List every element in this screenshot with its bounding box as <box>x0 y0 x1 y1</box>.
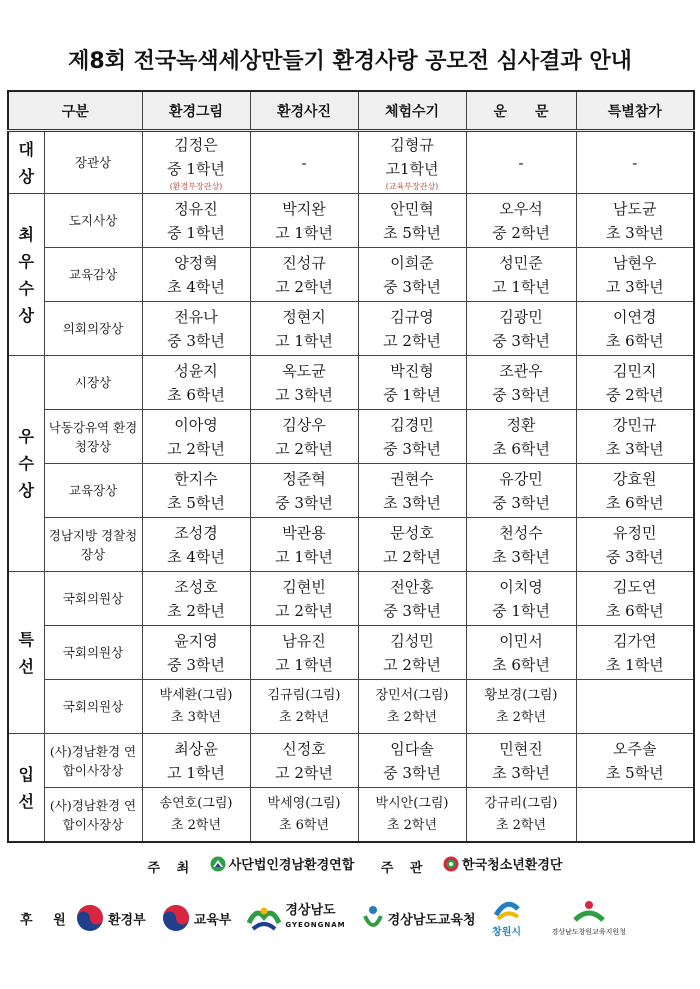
winner-name: 최상윤 <box>174 739 218 758</box>
winner-cell <box>250 626 358 680</box>
table-header-row <box>8 91 694 131</box>
empty-cell: - <box>576 131 694 194</box>
winner-grade: 초 2학년 <box>167 601 225 620</box>
winner-cell <box>466 194 576 248</box>
host-label: 주 최 <box>147 860 196 876</box>
winner-cell <box>466 410 576 464</box>
winner-name: 이민서 <box>499 631 543 650</box>
category-honorable <box>8 734 44 843</box>
winner-name: 강효원 <box>613 469 657 488</box>
winner-grade: 초 2학년 <box>386 817 438 833</box>
winner-name: 김성민 <box>390 631 434 650</box>
winner-cell <box>358 734 466 788</box>
winner-name: 남유진 <box>282 631 326 650</box>
winner-cell <box>576 194 694 248</box>
winner-note: (환경부장관상) <box>169 182 223 191</box>
winner-grade: 중 3학년 <box>492 493 550 512</box>
winner-grade: 초 2학년 <box>495 709 547 725</box>
winner-grade: 중 3학년 <box>383 277 441 296</box>
table-row <box>8 356 694 410</box>
winner-grade: 고 2학년 <box>383 547 441 566</box>
winner-name: 조성경 <box>174 523 218 542</box>
category-label: 우 수 상 <box>18 427 34 500</box>
award-label: 의회의장상 <box>44 302 142 356</box>
empty-cell: - <box>250 131 358 194</box>
winner-cell <box>250 518 358 572</box>
sponsor-name: 창원시 <box>492 926 522 938</box>
winner-name: 전안홍 <box>390 577 434 596</box>
award-label: (사)경남환경 연합이사장상 <box>44 734 142 788</box>
winner-grade: 고 1학년 <box>275 331 333 350</box>
table-row <box>8 734 694 788</box>
award-label: 장관상 <box>44 131 142 194</box>
winner-grade: 중 1학년 <box>383 385 441 404</box>
winner-grade: 초 2학년 <box>495 817 547 833</box>
winner-name: 정준혁 <box>282 469 326 488</box>
host-name: 사단법인경남환경연합 <box>228 858 355 873</box>
empty-cell: - <box>466 131 576 194</box>
winner-name: 오우석 <box>499 199 543 218</box>
category-merit <box>8 356 44 572</box>
winner-name: 정유진 <box>174 199 218 218</box>
winner-grade: 고 1학년 <box>275 655 333 674</box>
winner-name: 김규영 <box>390 307 434 326</box>
winner-name: 박관용 <box>282 523 326 542</box>
winner-cell <box>142 194 250 248</box>
winner-cell <box>358 410 466 464</box>
winner-name: 성민준 <box>499 253 543 272</box>
winner-grade: 고 2학년 <box>275 439 333 458</box>
winner-cell <box>358 464 466 518</box>
winner-grade: 중 1학년 <box>167 160 225 178</box>
winner-cell <box>576 680 694 734</box>
sponsor-name: 경상남도 <box>285 903 336 918</box>
winner-name: 박진형 <box>390 361 434 380</box>
category-excellence <box>8 194 44 356</box>
winner-name: 민현진 <box>499 739 543 758</box>
winner-grade: 중 1학년 <box>492 601 550 620</box>
winner-cell <box>142 356 250 410</box>
winner-name: 윤지영 <box>174 631 218 650</box>
winner-cell <box>358 302 466 356</box>
winner-grade: 중 1학년 <box>167 223 225 242</box>
winner-grade: 초 6학년 <box>167 385 225 404</box>
winner-cell <box>142 788 250 843</box>
winner-cell <box>576 356 694 410</box>
table-row <box>8 464 694 518</box>
taegeuk-icon <box>162 904 190 932</box>
award-label: 교육장상 <box>44 464 142 518</box>
winner-cell <box>142 410 250 464</box>
winner-cell <box>576 248 694 302</box>
table-row <box>8 788 694 843</box>
winner-grade: 중 3학년 <box>275 493 333 512</box>
winner-name: 김광민 <box>499 307 543 326</box>
winner-name: 강민규 <box>613 415 657 434</box>
sponsor-name: 교육부 <box>193 912 232 928</box>
winner-grade: 초 2학년 <box>386 709 438 725</box>
organizer-logo-icon <box>443 856 459 872</box>
winner-grade: 초 3학년 <box>605 223 664 242</box>
winner-grade: 초 6학년 <box>605 493 664 512</box>
winner-name: 문성호 <box>390 523 434 542</box>
organizer-org <box>443 854 562 873</box>
category-label: 대 상 <box>18 139 34 186</box>
winner-grade: 중 3학년 <box>383 763 441 782</box>
winner-cell <box>576 734 694 788</box>
winner-grade: 초 2학년 <box>278 709 330 725</box>
header-essay: 체험수기 <box>358 91 466 131</box>
winner-grade: 초 6학년 <box>492 439 550 458</box>
winner-grade: 고 2학년 <box>275 601 333 620</box>
header-drawing: 환경그림 <box>142 91 250 131</box>
winner-name: 이희준 <box>390 253 434 272</box>
winner-name: 김정은 <box>174 136 218 154</box>
winner-name: 장민서(그림) <box>375 687 449 703</box>
organizer-name: 한국청소년환경단 <box>462 858 563 873</box>
sponsor-gyeongnam <box>247 903 345 933</box>
winner-name: 박시안(그림) <box>375 795 449 811</box>
award-label: 경남지방 경찰청장상 <box>44 518 142 572</box>
winner-cell <box>576 518 694 572</box>
winner-name: 김민지 <box>613 361 657 380</box>
winner-grade: 초 4학년 <box>167 277 225 296</box>
winner-cell <box>358 626 466 680</box>
winner-cell <box>358 194 466 248</box>
winner-name: 남도균 <box>613 199 657 218</box>
winner-name: 천성수 <box>499 523 543 542</box>
winner-name: 김경민 <box>390 415 434 434</box>
winner-name: 김상우 <box>282 415 326 434</box>
award-label: 교육감상 <box>44 248 142 302</box>
winner-name: 성윤지 <box>174 361 218 380</box>
sponsor-name: 경상남도교육청 <box>387 912 476 928</box>
award-label: 도지사상 <box>44 194 142 248</box>
winner-cell <box>466 518 576 572</box>
winner-cell <box>576 626 694 680</box>
award-label: 국회의원상 <box>44 626 142 680</box>
winner-cell <box>142 248 250 302</box>
winner-name: 강규리(그림) <box>484 795 558 811</box>
winner-name: 황보경(그림) <box>484 687 558 703</box>
table-row <box>8 248 694 302</box>
winner-name: 한지수 <box>174 469 218 488</box>
winner-cell <box>250 356 358 410</box>
sponsors <box>20 896 690 940</box>
winner-cell <box>358 788 466 843</box>
table-row <box>8 626 694 680</box>
winner-grade: 고 3학년 <box>275 385 333 404</box>
winner-cell <box>142 626 250 680</box>
winner-name: 김현빈 <box>282 577 326 596</box>
header-division: 구분 <box>8 91 142 131</box>
page-title: 제8회 전국녹색세상만들기 환경사랑 공모전 심사결과 안내 <box>68 49 632 74</box>
winner-cell <box>250 788 358 843</box>
changwon-logo-icon <box>492 899 522 923</box>
winner-grade: 중 3학년 <box>492 385 550 404</box>
winner-cell <box>358 572 466 626</box>
winner-name: 이아영 <box>174 415 218 434</box>
support-office-logo-icon <box>572 900 606 926</box>
table-row <box>8 518 694 572</box>
winner-grade: 초 5학년 <box>167 493 225 512</box>
winner-name: 신정호 <box>282 739 326 758</box>
winner-name: 김가연 <box>613 631 657 650</box>
winner-name: 김도연 <box>613 577 657 596</box>
table-row <box>8 680 694 734</box>
winner-name: 전유나 <box>174 307 218 326</box>
winner-cell <box>358 131 466 194</box>
sponsor-name: 환경부 <box>108 912 146 928</box>
header-verse: 운 문 <box>466 91 576 131</box>
award-label: 낙동강유역 환경청장상 <box>44 410 142 464</box>
winner-cell <box>142 572 250 626</box>
winner-name: 유강민 <box>499 469 543 488</box>
award-label: (사)경남환경 연합이사장상 <box>44 788 142 843</box>
winner-grade: 초 6학년 <box>605 331 664 350</box>
winner-cell <box>358 680 466 734</box>
winner-name: 박세영(그림) <box>267 795 341 811</box>
category-grand <box>8 131 44 194</box>
sponsor-label: 후 원 <box>20 912 74 928</box>
winner-name: 임다솔 <box>390 739 434 758</box>
winner-name: 김형규 <box>390 136 434 154</box>
winner-grade: 고 2학년 <box>383 655 441 674</box>
winner-cell <box>576 410 694 464</box>
winner-cell <box>250 248 358 302</box>
winner-grade: 중 2학년 <box>492 223 550 242</box>
winner-cell <box>466 572 576 626</box>
winner-name: 정환 <box>506 415 536 434</box>
winner-name: 옥도균 <box>282 361 326 380</box>
winner-cell <box>250 734 358 788</box>
winner-cell <box>142 734 250 788</box>
winner-cell <box>142 464 250 518</box>
winner-grade: 중 3학년 <box>383 439 441 458</box>
winner-grade: 초 6학년 <box>278 817 330 833</box>
edu-office-logo-icon <box>362 904 384 932</box>
sponsor-name: 경상남도창원교육지원청 <box>551 927 626 936</box>
winner-cell <box>250 302 358 356</box>
award-label: 국회의원상 <box>44 680 142 734</box>
table-row <box>8 194 694 248</box>
winner-cell <box>250 464 358 518</box>
winner-grade: 고 1학년 <box>275 223 333 242</box>
host-logo-icon <box>210 856 226 872</box>
results-table <box>7 90 695 843</box>
winner-grade: 고 2학년 <box>275 277 333 296</box>
award-label: 국회의원상 <box>44 572 142 626</box>
winner-cell <box>142 518 250 572</box>
sponsor-ministry-env <box>76 904 146 932</box>
winner-cell <box>466 680 576 734</box>
winner-name: 정현지 <box>282 307 326 326</box>
winner-cell <box>142 680 250 734</box>
header-photo: 환경사진 <box>250 91 358 131</box>
winner-name: 양정혁 <box>174 253 218 272</box>
winner-cell <box>466 626 576 680</box>
sponsor-name-en: GYEONGNAM <box>285 921 346 929</box>
winner-cell <box>358 356 466 410</box>
category-special-selection <box>8 572 44 734</box>
winner-cell <box>466 464 576 518</box>
winner-cell <box>466 248 576 302</box>
winner-name: 안민혁 <box>390 199 434 218</box>
winner-grade: 초 6학년 <box>605 601 664 620</box>
winner-name: 오주솔 <box>613 739 657 758</box>
winner-cell <box>358 518 466 572</box>
winner-name: 남현우 <box>613 253 657 272</box>
winner-cell <box>466 302 576 356</box>
winner-cell <box>142 302 250 356</box>
winner-grade: 초 2학년 <box>170 817 222 833</box>
category-label: 입 선 <box>18 764 34 811</box>
winner-cell <box>466 734 576 788</box>
winner-cell <box>466 356 576 410</box>
winner-grade: 고 2학년 <box>383 331 441 350</box>
winner-name: 송연호(그림) <box>159 795 233 811</box>
winner-name: 조성호 <box>174 577 218 596</box>
winner-name: 김규림(그림) <box>267 687 341 703</box>
awards-body <box>8 194 694 843</box>
winner-grade: 중 2학년 <box>605 385 664 404</box>
winner-grade: 고 2학년 <box>167 439 225 458</box>
winner-name: 이연경 <box>613 307 657 326</box>
winner-grade: 중 3학년 <box>167 655 225 674</box>
winner-note: (교육부장관상) <box>385 182 439 191</box>
gyeongnam-logo-icon <box>247 903 281 933</box>
category-label: 최 우 수 상 <box>18 224 34 325</box>
table-row <box>8 302 694 356</box>
winner-name: 유정민 <box>613 523 657 542</box>
winner-name: 박세환(그림) <box>159 687 233 703</box>
organizers <box>0 854 700 876</box>
organizer-label: 주 관 <box>380 860 429 876</box>
winner-name: 박지완 <box>282 199 326 218</box>
winner-grade: 초 3학년 <box>170 709 222 725</box>
winner-grade: 고 3학년 <box>605 277 664 296</box>
winner-cell <box>358 248 466 302</box>
winner-name: 이치영 <box>499 577 543 596</box>
winner-grade: 고 1학년 <box>167 763 225 782</box>
winner-cell <box>250 194 358 248</box>
header-special: 특별참가 <box>576 91 694 131</box>
winner-grade: 고 1학년 <box>275 547 333 566</box>
winner-grade: 초 5학년 <box>383 223 441 242</box>
winner-grade: 중 3학년 <box>492 331 550 350</box>
sponsor-ministry-edu <box>162 904 232 932</box>
winner-cell <box>142 131 250 194</box>
winner-cell <box>576 302 694 356</box>
winner-grade: 중 3학년 <box>383 601 441 620</box>
winner-grade: 초 3학년 <box>605 439 664 458</box>
winner-grade: 중 3학년 <box>167 331 225 350</box>
sponsor-changwon <box>492 899 522 938</box>
winner-grade: 고 2학년 <box>275 763 333 782</box>
winner-grade: 초 5학년 <box>605 763 664 782</box>
taegeuk-icon <box>76 904 104 932</box>
winner-grade: 초 3학년 <box>383 493 441 512</box>
category-label: 특 선 <box>18 629 34 676</box>
winner-cell <box>576 464 694 518</box>
winner-grade: 초 3학년 <box>492 547 550 566</box>
table-row <box>8 131 694 194</box>
winner-cell <box>576 572 694 626</box>
winner-grade: 초 1학년 <box>605 655 664 674</box>
winner-grade: 고1학년 <box>385 160 439 178</box>
winner-name: 조관우 <box>499 361 543 380</box>
winner-cell <box>250 410 358 464</box>
winner-cell <box>250 680 358 734</box>
winner-cell <box>250 572 358 626</box>
winner-grade: 초 3학년 <box>492 763 550 782</box>
table-row <box>8 410 694 464</box>
winner-grade: 고 1학년 <box>492 277 550 296</box>
sponsor-support-office <box>552 900 626 937</box>
winner-grade: 중 3학년 <box>605 547 664 566</box>
winner-grade: 초 6학년 <box>492 655 550 674</box>
winner-grade: 초 4학년 <box>167 547 225 566</box>
sponsor-edu-office <box>362 904 476 932</box>
award-label: 시장상 <box>44 356 142 410</box>
table-row <box>8 572 694 626</box>
winner-name: 권현수 <box>390 469 434 488</box>
winner-name: 진성규 <box>282 253 326 272</box>
host-org <box>210 854 355 873</box>
winner-cell <box>576 788 694 843</box>
winner-cell <box>466 788 576 843</box>
